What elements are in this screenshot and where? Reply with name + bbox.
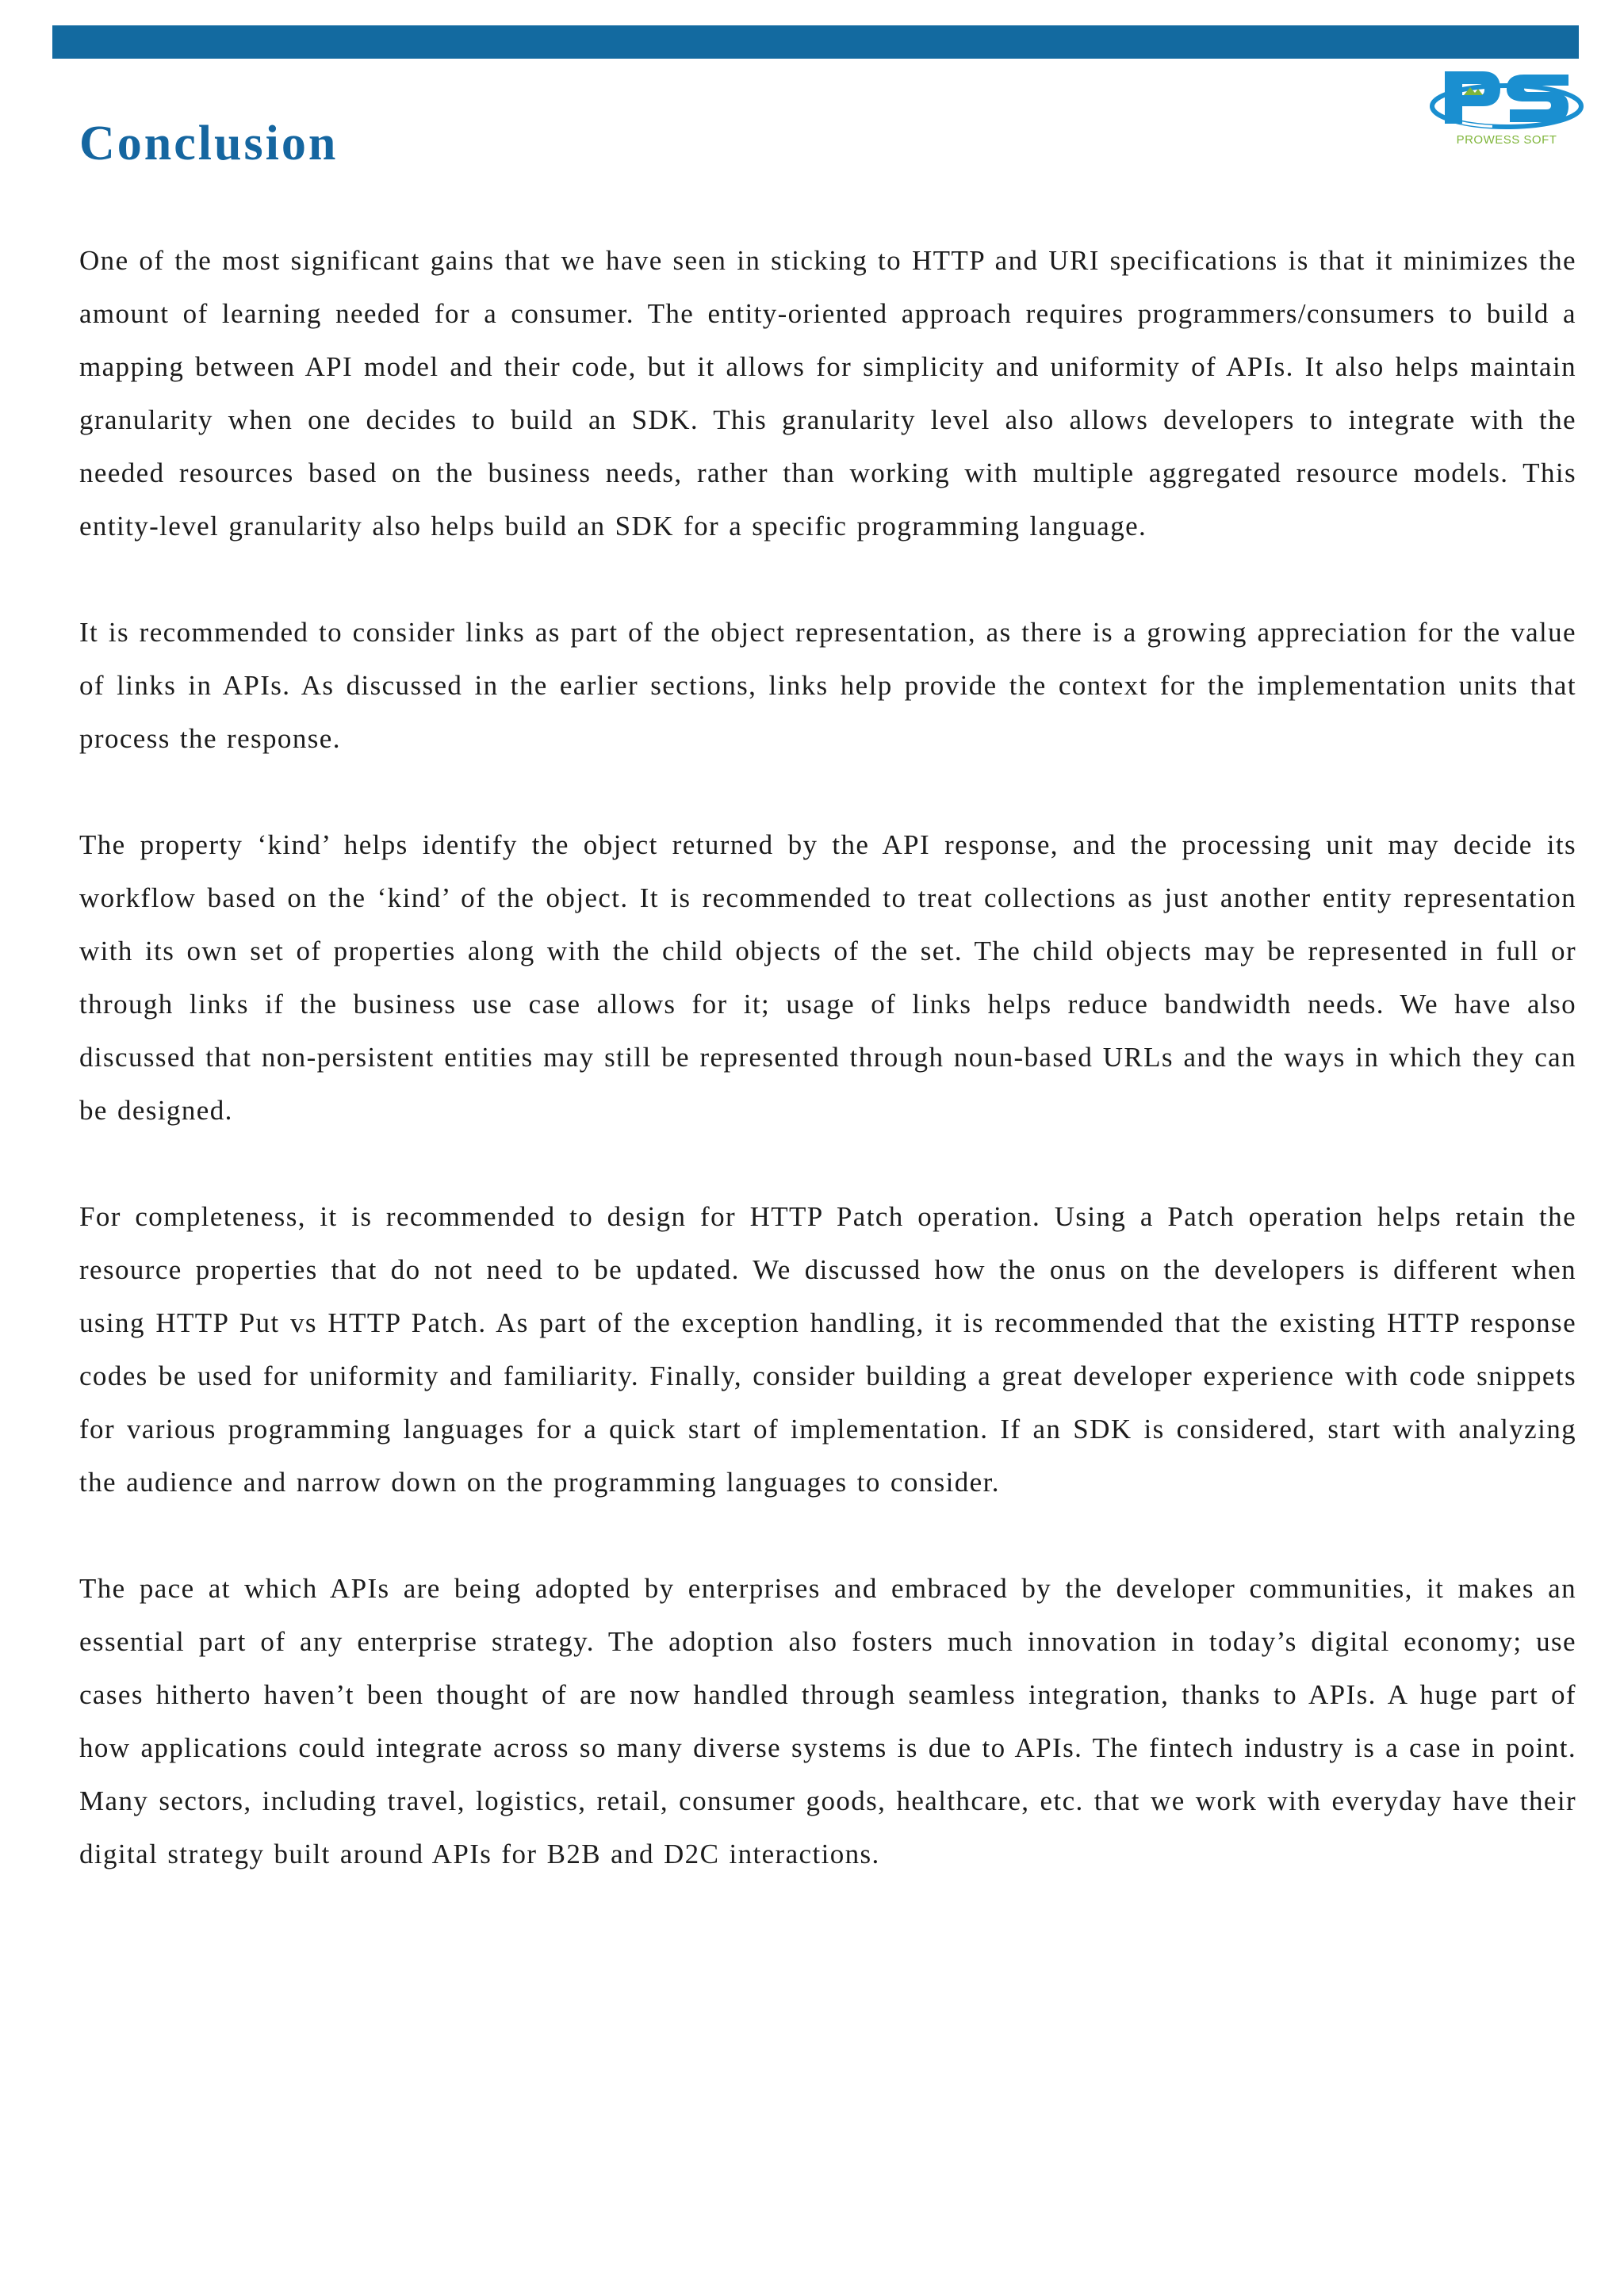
paragraph-4: For completeness, it is recommended to design for HTTP Patch operation. Using a Patch operation helps retain the resource properties that do not need to be updated. We discussed how the onus on the developers is different when using HTTP Put vs HTTP Patch. As part of the exception handling, it is recommended that the existing HTTP response codes be used for uniformity and familiarity. Finally, consider building a great developer experience with code snippets for various programming languages for a quick start of implementation. If an SDK is considered, start with analyzing the audience and narrow down on the programming languages to consider. [79,1201,1576,1498]
prowess-soft-logo-icon [1427,60,1586,136]
header-band [52,25,1579,59]
company-logo [1427,60,1586,151]
paragraph-3: The property ‘kind’ helps identify the object returned by the API response, and the processing unit may decide its workflow based on the ‘kind’ of the object. It is recommended to treat collections as just another entity representation with its own set of properties along with the child objects of the set. The child objects may be represented in full or through links if the business use case allows for it; usage of links helps reduce bandwidth needs. We have also discussed that non-persistent entities may still be represented through noun-based URLs and the ways in which they can be designed. [79,829,1576,1126]
paragraph-5: The pace at which APIs are being adopted by enterprises and embraced by the developer communities, it makes an essential part of any enterprise strategy. The adoption also fosters much innovation in today’s digital economy; use cases hitherto haven’t been thought of are now handled through seamless integration, thanks to APIs. A huge part of how applications could integrate across so many diverse systems is due to APIs. The fintech industry is a case in point. Many sectors, including travel, logistics, retail, consumer goods, healthcare, etc. that we work with everyday have their digital strategy built around APIs for B2B and D2C interactions. [79,1573,1576,1869]
paragraph-1: One of the most significant gains that we have seen in sticking to HTTP and URI specifications is that it minimizes the amount of learning needed for a consumer. The entity-oriented approach requires programmers/consumers to build a mapping between API model and their code, but it allows for simplicity and uniformity of APIs. It also helps maintain granularity when one decides to build an SDK. This granularity level also allows developers to integrate with the needed resources based on the business needs, rather than working with multiple aggregated resource models. This entity-level granularity also helps build an SDK for a specific programming language. [79,245,1576,541]
paragraph-2: It is recommended to consider links as part of the object representation, as there is a growing appreciation for the value of links in APIs. As discussed in the earlier sections, links help provide the context for the implementation units that process the response. [79,617,1576,754]
document-body [79,234,1576,1934]
logo-caption: PROWESS SOFT [1456,133,1557,147]
page-title: Conclusion [79,117,339,170]
